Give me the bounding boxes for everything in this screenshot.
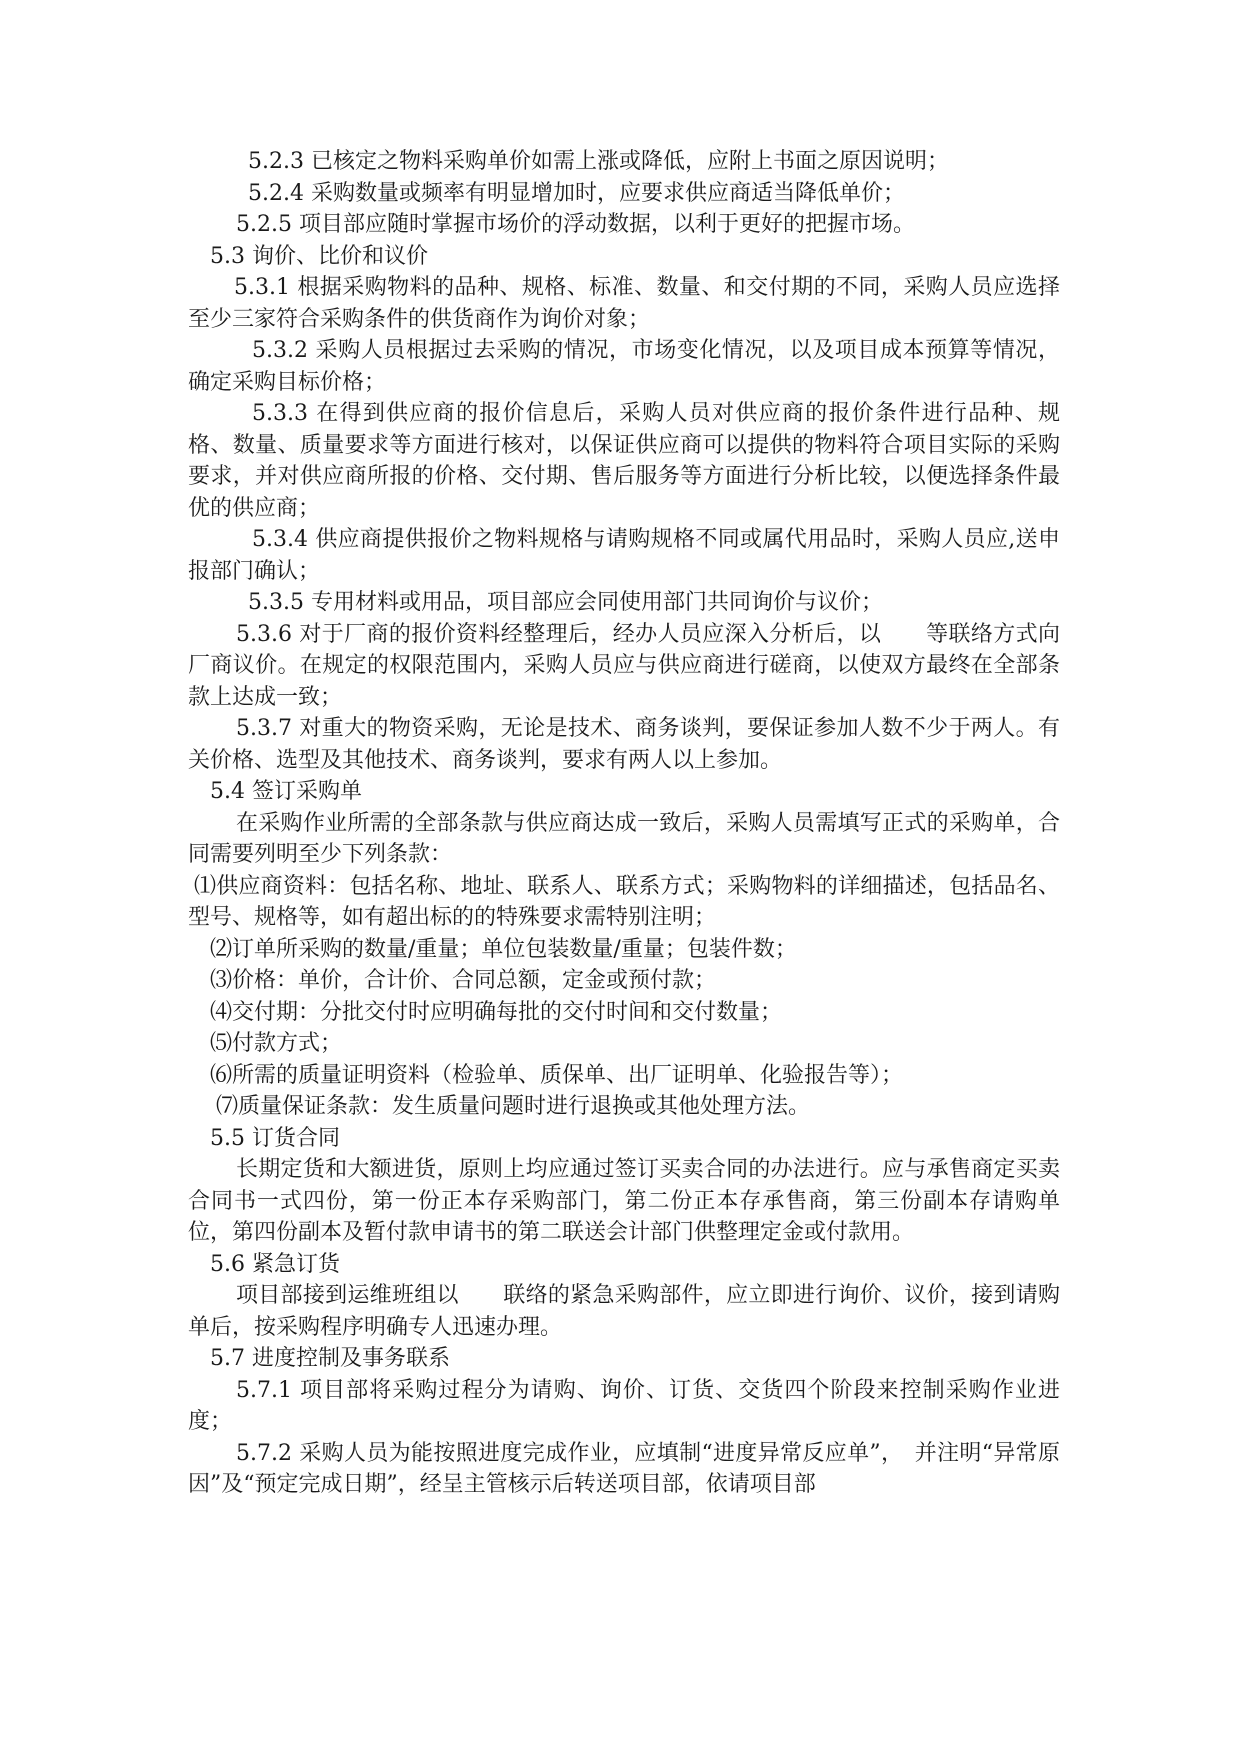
term-item-7: ⑺质量保证条款：发生质量问题时进行退换或其他处理方法。 bbox=[216, 1094, 811, 1119]
section-heading-5-7: 5.7 进度控制及事务联系 bbox=[210, 1346, 450, 1371]
clause-5-7-1: 5.7.1 项目部将采购过程分为请购、询价、订货、交货四个阶段来控制采购作业进度； bbox=[188, 1377, 1060, 1434]
term-item-3: ⑶价格：单价，合计价、合同总额，定金或预付款； bbox=[210, 968, 717, 993]
clause-5-3-3: 5.3.3 在得到供应商的报价信息后，采购人员对供应商的报价条件进行品种、规格、数量、质量要求等方面进行核对，以保证供应商可以提供的物料符合项目实际的采购要求，并对供应商所报的价格、交付期、售后服务等方面进行分析比较，以便选择条件最优的供应商； bbox=[188, 401, 1060, 521]
term-item-4: ⑷交付期：分批交付时应明确每批的交付时间和交付数量； bbox=[210, 999, 783, 1025]
section-heading-5-6: 5.6 紧急订货 bbox=[210, 1251, 340, 1277]
clause-5-7-2: 5.7.2 采购人员为能按照进度完成作业，应填制“进度异常反应单”， 并注明“异常原因”及“预定完成日期”，经呈主管核示后转送项目部，依请项目部 bbox=[188, 1440, 1060, 1497]
paragraph-5-6-body: 项目部接到运维班组以 联络的紧急采购部件，应立即进行询价、议价，接到请购单后，按采购程序明确专人迅速办理。 bbox=[188, 1283, 1060, 1340]
term-item-6: ⑹所需的质量证明资料（检验单、质保单、出厂证明单、化验报告等）； bbox=[210, 1062, 904, 1088]
clause-5-3-4: 5.3.4 供应商提供报价之物料规格与请购规格不同或属代用品时，采购人员应,送申报部门确认； bbox=[188, 527, 1060, 584]
paragraph-5-5-body: 长期定货和大额进货，原则上均应通过签订买卖合同的办法进行。应与承售商定买卖合同书一式四份，第一份正本存采购部门，第二份正本存承售商，第三份副本存请购单位，第四份副本及暂付款申请书的第二联送会计部门供整理定金或付款用。 bbox=[188, 1157, 1060, 1245]
clause-5-2-5: 5.2.5 项目部应随时掌握市场价的浮动数据，以利于更好的把握市场。 bbox=[236, 212, 915, 237]
paragraph-5-4-intro: 在采购作业所需的全部条款与供应商达成一致后，采购人员需填写正式的采购单，合同需要列明至少下列条款： bbox=[188, 810, 1060, 867]
clause-5-3-7: 5.3.7 对重大的物资采购，无论是技术、商务谈判，要保证参加人数不少于两人。有关价格、选型及其他技术、商务谈判，要求有两人以上参加。 bbox=[188, 716, 1060, 773]
term-item-2: ⑵订单所采购的数量/重量；单位包装数量/重量；包装件数； bbox=[210, 936, 797, 962]
term-item-5: ⑸付款方式； bbox=[210, 1031, 343, 1056]
clause-5-3-2: 5.3.2 采购人员根据过去采购的情况，市场变化情况，以及项目成本预算等情况，确定采购目标价格； bbox=[188, 338, 1060, 395]
clause-5-2-4: 5.2.4 采购数量或频率有明显增加时，应要求供应商适当降低单价； bbox=[248, 180, 905, 206]
section-heading-5-3: 5.3 询价、比价和议价 bbox=[210, 243, 428, 269]
section-heading-5-4: 5.4 签订采购单 bbox=[210, 779, 362, 804]
clause-5-3-1: 5.3.1 根据采购物料的品种、规格、标准、数量、和交付期的不同，采购人员应选择至少三家符合采购条件的供货商作为询价对象； bbox=[188, 275, 1060, 332]
document-page bbox=[188, 146, 1060, 1501]
clause-5-2-3: 5.2.3 已核定之物料采购单价如需上涨或降低，应附上书面之原因说明； bbox=[248, 149, 949, 174]
term-item-1: ⑴供应商资料：包括名称、地址、联系人、联系方式；采购物料的详细描述，包括品名、型号、规格等，如有超出标的的特殊要求需特别注明； bbox=[188, 873, 1060, 930]
clause-5-3-5: 5.3.5 专用材料或用品，项目部应会同使用部门共同询价与议价； bbox=[248, 590, 883, 615]
section-heading-5-5: 5.5 订货合同 bbox=[210, 1125, 340, 1151]
clause-5-3-6: 5.3.6 对于厂商的报价资料经整理后，经办人员应深入分析后，以 等联络方式向厂商议价。在规定的权限范围内，采购人员应与供应商进行磋商，以使双方最终在全部条款上达成一致； bbox=[188, 621, 1060, 710]
